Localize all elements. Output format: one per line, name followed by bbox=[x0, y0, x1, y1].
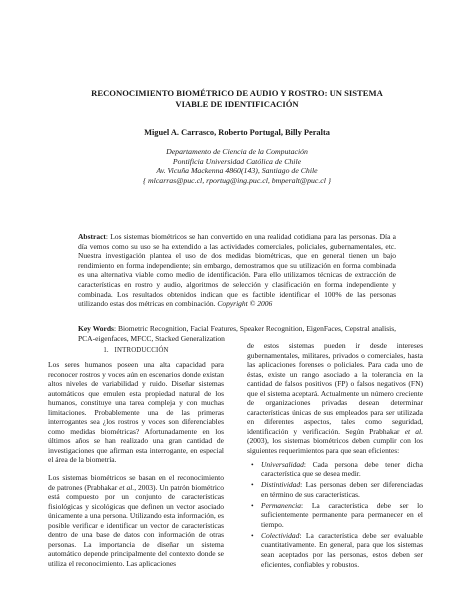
section-title: INTRODUCCIÓN bbox=[114, 347, 169, 354]
title-line-1: RECONOCIMIENTO BIOMÉTRICO DE AUDIO Y ROSTRO: UN SISTEMA bbox=[91, 88, 383, 98]
requirement-text: : La característica debe ser lo suficientemente permanente para permanecer en el tiempo. bbox=[261, 500, 423, 529]
keywords-text: : Biometric Recognition, Facial Features, Speaker Recognition, EigenFaces, Cepstral analisis, PCA-eigenfaces, MFCC, Stacked Generalization bbox=[78, 324, 396, 343]
intro-paragraph-2 bbox=[48, 473, 224, 568]
citation-etal-2: et al. bbox=[404, 426, 423, 436]
abstract bbox=[78, 232, 396, 309]
intro-paragraph-2-text-a: Los sistemas biométricos se basan en el reconocimiento de patrones (Prabhakar bbox=[48, 473, 224, 492]
requirement-text: : Cada persona debe tener dicha característica que se desea medir. bbox=[261, 459, 423, 479]
list-item bbox=[247, 460, 423, 479]
affiliation-address: Av. Vicuña Mackenna 4860(143), Santiago de Chile bbox=[156, 166, 318, 176]
list-item bbox=[247, 480, 423, 499]
list-item bbox=[247, 501, 423, 530]
intro-paragraph-3-text-a: de estos sistemas pueden ir desde intereses gubernamentales, militares, privados o comerciales, hasta las aplicaciones forenses o policiales. Para cada uno de éstas, existe un rango asociado a la tolerancia en la cantidad de falsos positivos (FP) o falsos negativos (FN) que el sistema aceptará. Actualmente un número creciente de organizaciones privadas desean determinar características únicas de sus empleados para ser utilizada en diferentes aspectos, tales como seguridad, identificación y verificación. Según Prabhakar bbox=[247, 341, 423, 436]
keywords-label: Key Words bbox=[78, 324, 114, 333]
affiliation-emails: { mlcarras@puc.cl, rportug@ing.puc.cl, bmperalt@puc.cl } bbox=[142, 175, 331, 185]
intro-paragraph-2-text-b: , 2003). Un patrón biométrico está compuesto por un conjunto de características fisiológicas y sicológicas que definen un vector asociado únicamente a una persona. Utilizando esta información, es posible verificar e identificar un vector de características dentro de una base de datos con información de otras personas. La importancia de diseñar un sistema automático depende principalmente del contexto donde se utiliza el reconocimiento. Las aplicaciones bbox=[48, 482, 225, 568]
requirement-term: Permanencia bbox=[261, 500, 301, 510]
section-number: 1. bbox=[103, 347, 109, 354]
affiliation-department: Departamento de Ciencia de la Computación bbox=[166, 147, 308, 156]
requirement-term: Universalidad bbox=[261, 459, 304, 469]
requirement-term: Distintividad bbox=[261, 480, 301, 490]
title-line-2: VIABLE DE IDENTIFICACIÓN bbox=[175, 99, 299, 109]
list-item bbox=[247, 531, 423, 569]
requirement-text: : La característica debe ser evaluable cuantitativamente. En general, para que los sistemas sean aceptados por las personas, estos deben ser eficientes, confiables y robustos. bbox=[261, 530, 423, 569]
paper-title bbox=[90, 88, 384, 110]
affiliation-block bbox=[60, 147, 414, 185]
requirements-list bbox=[247, 460, 423, 570]
author-list: Miguel A. Carrasco, Roberto Portugal, Billy Peralta bbox=[144, 128, 330, 137]
abstract-label: Abstract bbox=[78, 232, 106, 241]
intro-paragraph-3 bbox=[247, 341, 423, 456]
right-column bbox=[247, 341, 423, 571]
abstract-copyright: Copyright © 2006 bbox=[217, 299, 273, 309]
requirement-term: Colectividad bbox=[261, 530, 300, 540]
intro-paragraph-3-text-b: (2003), los sistemas biométricos deben cumplir con los siguientes requerimientos para que sean eficientes: bbox=[247, 436, 423, 456]
affiliation-university: Pontificia Universidad Católica de Chile bbox=[172, 156, 302, 166]
abstract-text: : Los sistemas biométricos se han convertido en una realidad cotidiana para las personas. Día a día vemos como su uso se ha extendido a las actividades comerciales, policiales, gubernamentales, etc. Nuestra investigación plantea el uso de dos medidas biométricas, que en general tienen un bajo rendimiento en forma independiente; sin embargo, demostramos que su utilización en forma combinada es una alternativa viable como medio de identificación. Para ello utilizamos técnicas de extracción de características en rostro y audio, algoritmos de selección y clasificación en forma independiente y combinada. Los resultados obtenidos indican que es factible identificar el 100% de las personas utilizando estas dos métricas en combinación. bbox=[78, 232, 396, 309]
left-column bbox=[48, 341, 224, 568]
citation-etal: et al. bbox=[119, 482, 135, 492]
intro-paragraph-1: Los seres humanos poseen una alta capacidad para reconocer rostros y voces aún en escenarios donde existan altos niveles de variabilidad y ruido. Diseñar sistemas automáticos que emulen esta propiedad natural de los humanos, constituye una tarea compleja y con muchas limitaciones. Probablemente una de las primeras interrogantes sea ¿los rostros y voces son diferenciables como medidas biométricas? Afortunadamente en los últimos años se han realizado una gran cantidad de investigaciones que afirman esta interrogante, en especial el área de la biometría. bbox=[48, 360, 224, 465]
requirement-text: : Las personas deben ser diferenciadas en término de sus características. bbox=[261, 480, 423, 499]
section-heading bbox=[48, 346, 224, 355]
